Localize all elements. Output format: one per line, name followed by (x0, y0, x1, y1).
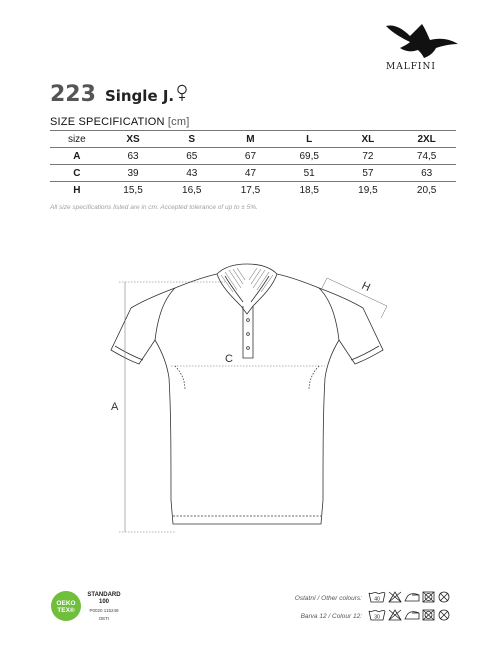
table-cell: 65 (162, 148, 221, 165)
wash-tub-icon (369, 592, 385, 602)
table-row (50, 148, 456, 165)
product-number: 223 (50, 82, 96, 107)
table-cell: 43 (162, 165, 221, 182)
oeko-code: P0020 115249 (89, 608, 119, 613)
oeko-tex-badge (50, 590, 82, 622)
table-row (50, 182, 456, 199)
polo-shirt-diagram (95, 262, 415, 542)
no-tumble-dry-icon (423, 592, 434, 602)
table-cell: 15,5 (123, 184, 143, 196)
shirt-outline (111, 264, 383, 524)
product-name: Single J. (104, 87, 175, 105)
eagle-icon (384, 18, 460, 60)
table-cell: 51 (280, 165, 339, 182)
wash-temperature: 30 (374, 614, 380, 621)
iron-icon (405, 612, 419, 619)
oeko-standard-block (84, 592, 124, 622)
row-label: H (73, 184, 81, 196)
column-header: S (162, 131, 221, 148)
oeko-badge-line2: TEX® (57, 607, 75, 614)
table-cell: 72 (339, 148, 398, 165)
care-icons-row (368, 590, 458, 604)
tolerance-note: All size specifications listed are in cm. Accepted tolerance of up to ± 5%. (50, 204, 258, 211)
table-cell: 63 (104, 148, 163, 165)
table-cell: 69,5 (280, 148, 339, 165)
row-label: A (50, 148, 104, 165)
size-spec-unit: [cm] (167, 116, 190, 128)
oeko-badge-line1: OEKO (56, 600, 76, 607)
table-cell: 18,5 (299, 184, 319, 196)
column-header: M (221, 131, 280, 148)
no-dry-clean-icon (439, 610, 449, 620)
wash-tub-icon (369, 610, 385, 620)
iron-icon (405, 594, 419, 601)
table-cell: 20,5 (416, 184, 437, 196)
row-label: C (50, 165, 104, 182)
size-spec-heading (50, 116, 189, 128)
female-symbol-icon (176, 84, 188, 102)
brand-logo (378, 18, 464, 78)
column-header: XL (339, 131, 398, 148)
column-header: size (50, 131, 104, 148)
no-bleach-icon (389, 592, 401, 602)
table-cell: 39 (104, 165, 163, 182)
table-cell: 19,5 (358, 184, 378, 196)
no-dry-clean-icon (439, 592, 449, 602)
colour-12-label: Barva 12 / Colour 12: (300, 613, 362, 620)
table-cell: 47 (221, 165, 280, 182)
column-header: L (280, 131, 339, 148)
table-cell: 57 (339, 165, 398, 182)
label-c: C (225, 353, 233, 365)
table-cell: 16,5 (182, 184, 202, 196)
column-header: 2XL (397, 131, 456, 148)
product-title (50, 82, 174, 107)
oeko-standard: STANDARD (87, 592, 121, 598)
table-cell: 17,5 (240, 184, 261, 196)
care-icons-row (368, 608, 458, 622)
table-cell: 63 (397, 165, 456, 182)
size-table (50, 130, 456, 199)
no-bleach-icon (389, 610, 401, 620)
oeko-code-2: OETI (98, 616, 110, 621)
brand-name: MALFINI (386, 62, 436, 72)
table-cell: 74,5 (397, 148, 456, 165)
column-header: XS (104, 131, 163, 148)
size-table-header (50, 131, 456, 148)
table-cell: 67 (221, 148, 280, 165)
label-a: A (111, 401, 119, 413)
oeko-standard-number: 100 (98, 599, 109, 605)
no-tumble-dry-icon (423, 610, 434, 620)
size-spec-title: SIZE SPECIFICATION (50, 116, 165, 128)
label-h: H (359, 279, 373, 295)
table-row (50, 165, 456, 182)
wash-temperature: 40 (374, 596, 380, 603)
other-colours-label: Ostatní / Other colours: (294, 595, 362, 602)
